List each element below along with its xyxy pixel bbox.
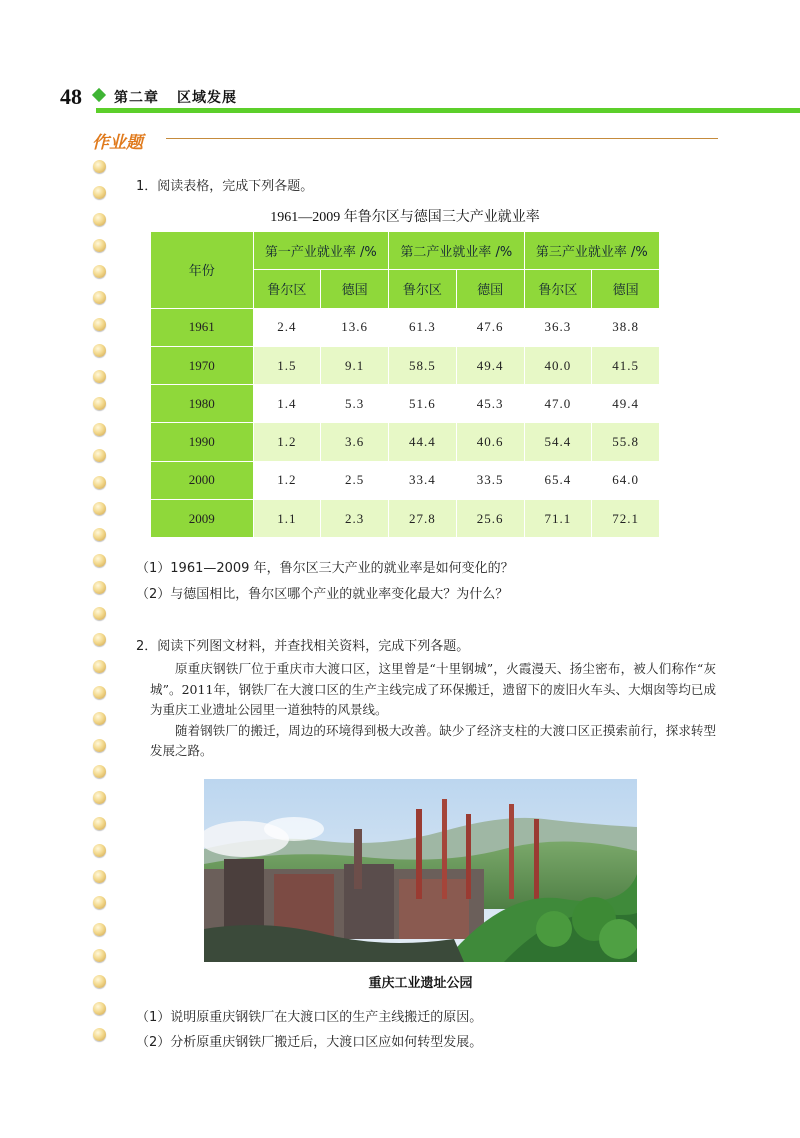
industrial-park-photo bbox=[204, 779, 637, 962]
q2-material bbox=[150, 659, 716, 762]
subheader-germany: 德国 bbox=[321, 270, 389, 308]
table-row bbox=[151, 385, 660, 423]
value-cell: 49.4 bbox=[456, 346, 524, 384]
margin-dot bbox=[93, 817, 106, 830]
value-cell: 38.8 bbox=[592, 308, 660, 346]
margin-dot bbox=[93, 581, 106, 594]
value-cell: 36.3 bbox=[524, 308, 592, 346]
q2-subquestion-2: （2）分析原重庆钢铁厂搬迁后，大渡口区应如何转型发展。 bbox=[136, 1035, 483, 1050]
value-cell: 45.3 bbox=[456, 385, 524, 423]
margin-dot bbox=[93, 265, 106, 278]
chapter-number: 第二章 bbox=[114, 90, 159, 106]
margin-dot bbox=[93, 975, 106, 988]
header-tertiary: 第三产业就业率 /% bbox=[524, 232, 660, 270]
photo-caption: 重庆工业遗址公园 bbox=[368, 976, 473, 991]
value-cell: 2.4 bbox=[253, 308, 321, 346]
value-cell: 58.5 bbox=[389, 346, 457, 384]
year-cell: 1990 bbox=[151, 423, 253, 461]
year-cell: 1980 bbox=[151, 385, 253, 423]
table-row bbox=[151, 500, 660, 538]
margin-dot bbox=[93, 397, 106, 410]
margin-dot bbox=[93, 554, 106, 567]
margin-dots bbox=[93, 160, 109, 1054]
margin-dot bbox=[93, 476, 106, 489]
margin-dot bbox=[93, 423, 106, 436]
subheader-ruhr: 鲁尔区 bbox=[389, 270, 457, 308]
q2-paragraph-1: 原重庆钢铁厂位于重庆市大渡口区，这里曾是“十里钢城”，火霞漫天、扬尘密布，被人们称作“灰城”。2011年，钢铁厂在大渡口区的生产主线完成了环保搬迁，遗留下的废旧火车头、大烟囱等均已成为重庆工业遗址公园里一道独特的风景线。 bbox=[150, 661, 716, 717]
table-row bbox=[151, 308, 660, 346]
table-row bbox=[151, 423, 660, 461]
value-cell: 25.6 bbox=[456, 500, 524, 538]
value-cell: 64.0 bbox=[592, 461, 660, 499]
value-cell: 33.4 bbox=[389, 461, 457, 499]
margin-dot bbox=[93, 739, 106, 752]
margin-dot bbox=[93, 870, 106, 883]
value-cell: 54.4 bbox=[524, 423, 592, 461]
year-cell: 1961 bbox=[151, 308, 253, 346]
q1-prompt: 1．阅读表格，完成下列各题。 bbox=[136, 179, 314, 194]
table-title: 1961—2009 年鲁尔区与德国三大产业就业率 bbox=[270, 210, 540, 225]
value-cell: 49.4 bbox=[592, 385, 660, 423]
year-cell: 1970 bbox=[151, 346, 253, 384]
header-rule bbox=[96, 108, 800, 113]
value-cell: 5.3 bbox=[321, 385, 389, 423]
margin-dot bbox=[93, 160, 106, 173]
margin-dot bbox=[93, 1028, 106, 1041]
margin-dot bbox=[93, 607, 106, 620]
header-primary: 第一产业就业率 /% bbox=[253, 232, 389, 270]
margin-dot bbox=[93, 239, 106, 252]
margin-dot bbox=[93, 502, 106, 515]
employment-table bbox=[151, 232, 660, 538]
value-cell: 3.6 bbox=[321, 423, 389, 461]
value-cell: 71.1 bbox=[524, 500, 592, 538]
margin-dot bbox=[93, 791, 106, 804]
margin-dot bbox=[93, 923, 106, 936]
margin-dot bbox=[93, 686, 106, 699]
value-cell: 27.8 bbox=[389, 500, 457, 538]
subheader-germany: 德国 bbox=[592, 270, 660, 308]
diamond-icon bbox=[92, 88, 106, 102]
margin-dot bbox=[93, 1002, 106, 1015]
margin-dot bbox=[93, 712, 106, 725]
value-cell: 65.4 bbox=[524, 461, 592, 499]
margin-dot bbox=[93, 186, 106, 199]
chapter-title: 区域发展 bbox=[177, 90, 237, 106]
q2-prompt: 2．阅读下列图文材料，并查找相关资料，完成下列各题。 bbox=[136, 639, 470, 654]
value-cell: 33.5 bbox=[456, 461, 524, 499]
value-cell: 61.3 bbox=[389, 308, 457, 346]
section-rule bbox=[166, 138, 718, 139]
value-cell: 40.6 bbox=[456, 423, 524, 461]
margin-dot bbox=[93, 318, 106, 331]
value-cell: 1.1 bbox=[253, 500, 321, 538]
margin-dot bbox=[93, 449, 106, 462]
margin-dot bbox=[93, 765, 106, 778]
q2-subquestion-1: （1）说明原重庆钢铁厂在大渡口区的生产主线搬迁的原因。 bbox=[136, 1010, 483, 1025]
subheader-germany: 德国 bbox=[456, 270, 524, 308]
value-cell: 47.6 bbox=[456, 308, 524, 346]
value-cell: 1.4 bbox=[253, 385, 321, 423]
value-cell: 41.5 bbox=[592, 346, 660, 384]
subheader-ruhr: 鲁尔区 bbox=[524, 270, 592, 308]
margin-dot bbox=[93, 213, 106, 226]
value-cell: 2.5 bbox=[321, 461, 389, 499]
margin-dot bbox=[93, 633, 106, 646]
value-cell: 55.8 bbox=[592, 423, 660, 461]
value-cell: 13.6 bbox=[321, 308, 389, 346]
value-cell: 72.1 bbox=[592, 500, 660, 538]
header-year: 年份 bbox=[151, 232, 253, 308]
subheader-ruhr: 鲁尔区 bbox=[253, 270, 321, 308]
q2-paragraph-2: 随着钢铁厂的搬迁，周边的环境得到极大改善。缺少了经济支柱的大渡口区正摸索前行，探求转型发展之路。 bbox=[150, 722, 716, 758]
section-title: 作业题 bbox=[92, 133, 143, 153]
value-cell: 40.0 bbox=[524, 346, 592, 384]
margin-dot bbox=[93, 660, 106, 673]
q1-subquestion-2: （2）与德国相比，鲁尔区哪个产业的就业率变化最大？为什么？ bbox=[136, 587, 509, 602]
q1-subquestion-1: （1）1961—2009 年，鲁尔区三大产业的就业率是如何变化的？ bbox=[136, 561, 514, 576]
value-cell: 9.1 bbox=[321, 346, 389, 384]
chapter-heading bbox=[114, 87, 237, 107]
value-cell: 1.2 bbox=[253, 423, 321, 461]
margin-dot bbox=[93, 291, 106, 304]
margin-dot bbox=[93, 949, 106, 962]
year-cell: 2009 bbox=[151, 500, 253, 538]
margin-dot bbox=[93, 528, 106, 541]
value-cell: 2.3 bbox=[321, 500, 389, 538]
year-cell: 2000 bbox=[151, 461, 253, 499]
header-secondary: 第二产业就业率 /% bbox=[389, 232, 525, 270]
table-row bbox=[151, 461, 660, 499]
margin-dot bbox=[93, 896, 106, 909]
value-cell: 47.0 bbox=[524, 385, 592, 423]
value-cell: 1.5 bbox=[253, 346, 321, 384]
margin-dot bbox=[93, 344, 106, 357]
margin-dot bbox=[93, 370, 106, 383]
value-cell: 51.6 bbox=[389, 385, 457, 423]
table-row bbox=[151, 346, 660, 384]
margin-dot bbox=[93, 844, 106, 857]
value-cell: 44.4 bbox=[389, 423, 457, 461]
value-cell: 1.2 bbox=[253, 461, 321, 499]
page-number: 48 bbox=[60, 84, 82, 109]
